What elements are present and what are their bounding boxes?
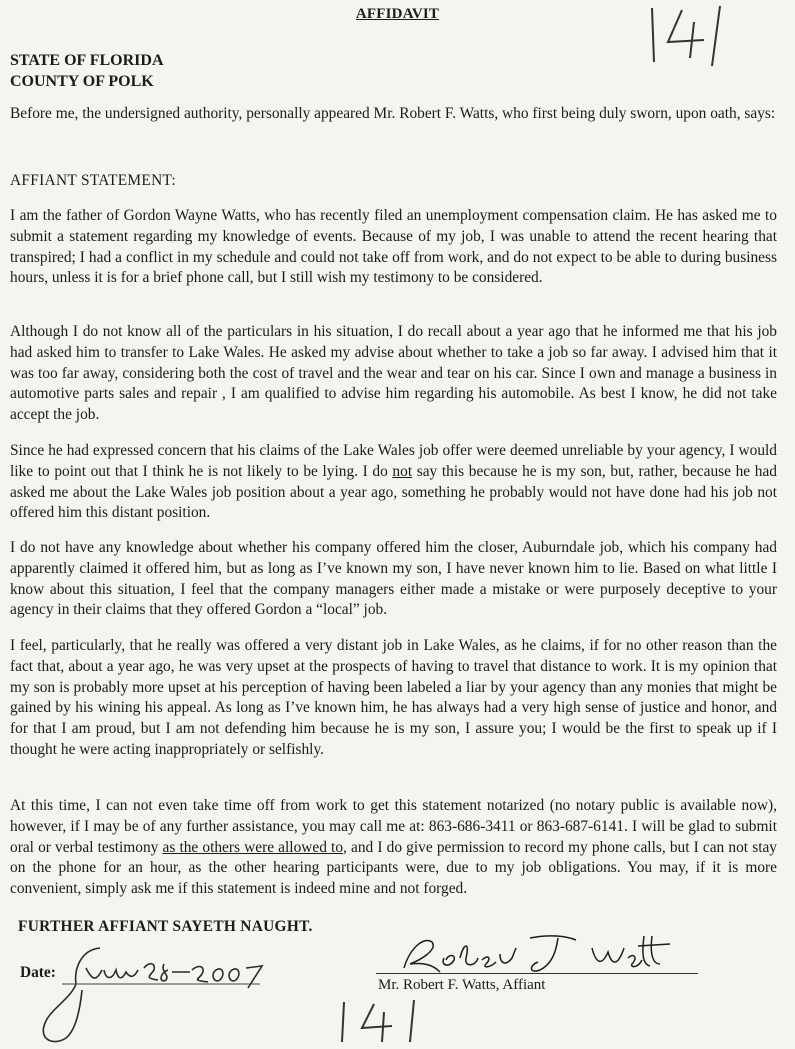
paragraph-5: I feel, particularly, that he really was offered a very distant job in Lake Wales, as he claims, if for no other reason than the fact that, about a year ago, he was very upset at the prospects of having to travel that distance to work. It is my opinion that my son is probably more upset at his perception of having been labeled a liar by your agency than any monies that might be gained by his wining his appeal. As long as I’ve known him, he has always had a very high sense of justice and honor, and for that I am proud, but I am not defending him because he is my son, I assure you; I would be the first to speak up if I thought he were acting inappropriately or selfishly. [10,637,777,758]
paragraph-3-part-b: say this because he is my son, but, rather, because he had asked me about the Lake Wales job position about a year ago, something he probably would not have done had his job not offered him this distant position. [10,462,777,522]
underlined-others-allowed: as the others were allowed to [162,838,344,856]
handwritten-page-number-bottom [330,996,430,1046]
intro-paragraph: Before me, the undersigned authority, personally appeared Mr. Robert F. Watts, who first being duly sworn, upon oath, says: [10,105,776,122]
state-line: STATE OF FLORIDA [10,52,164,69]
paragraph-4: I do not have any knowledge about whether his company offered him the closer, Auburndale job, which his company had apparently claimed it offered him, but as long as I’ve known my son, I have never known him to lie. Based on what little I know about this situation, I feel that the company managers either made a mistake or were purposely deceptive to your agency in their claims that they offered Gordon a “local” job. [10,539,777,619]
jurisdiction-block [10,50,164,92]
signature-line [376,973,698,974]
date-label: Date: [20,964,56,981]
paragraph-3 [10,441,777,524]
paragraph-6-part-a: At this time, I can not even take time off from work to get this statement notarized (no notary public is available now), however, if I may be of any further assistance, you may call me at: 863-686-3411 or 863-687-6141. I will be glad to submit oral or verbal testimony [10,797,777,856]
document-title: AFFIDAVIT [355,6,440,22]
paragraph-2: Although I do not know all of the particulars in his situation, I do recall about a year ago that he informed me that his job had asked him to transfer to Lake Wales. He asked my advise about whether to take a job so far away. I advised him that it was too far away, considering both the cost of travel and the wear and tear on his car. Since I own and manage a business in automotive parts sales and repair , I am qualified to advise him regarding his automobile. As best I know, he did not take accept the job. [10,323,777,424]
closing-statement: FURTHER AFFIANT SAYETH NAUGHT. [18,918,313,935]
statement-heading: AFFIANT STATEMENT: [10,172,177,189]
handwritten-signature [380,928,710,978]
paragraph-1: I am the father of Gordon Wayne Watts, who has recently filed an unemployment compensation claim. He has asked me to submit a statement regarding my knowledge of events. Because of my job, I was unable to attend the recent hearing that transpired; I had a conflict in my schedule and could not take off from work, and do not expect to be able to during business hours, unless it is for a brief phone call, but I still wish my testimony to be considered. [10,207,777,287]
county-line: COUNTY OF POLK [10,73,154,90]
handwritten-page-number-top [642,2,734,68]
underlined-not: not [392,462,413,480]
paragraph-3-part-a: Since he had expressed concern that his claims of the Lake Wales job offer were deemed unreliable by your agency, I would like to point out that I think he is not likely to be lying. I do [10,442,777,480]
paragraph-6 [10,796,777,900]
signature-name: Mr. Robert F. Watts, Affiant [378,977,546,993]
handwritten-date [40,940,270,1048]
paragraph-6-part-b: , and I do give permission to record my phone calls, but I can not stay on the phone for an hour, as the other hearing participants were, due to my job obligations. You may, if it is more convenient, simply ask me if this statement is indeed mine and not forged. [10,838,777,898]
